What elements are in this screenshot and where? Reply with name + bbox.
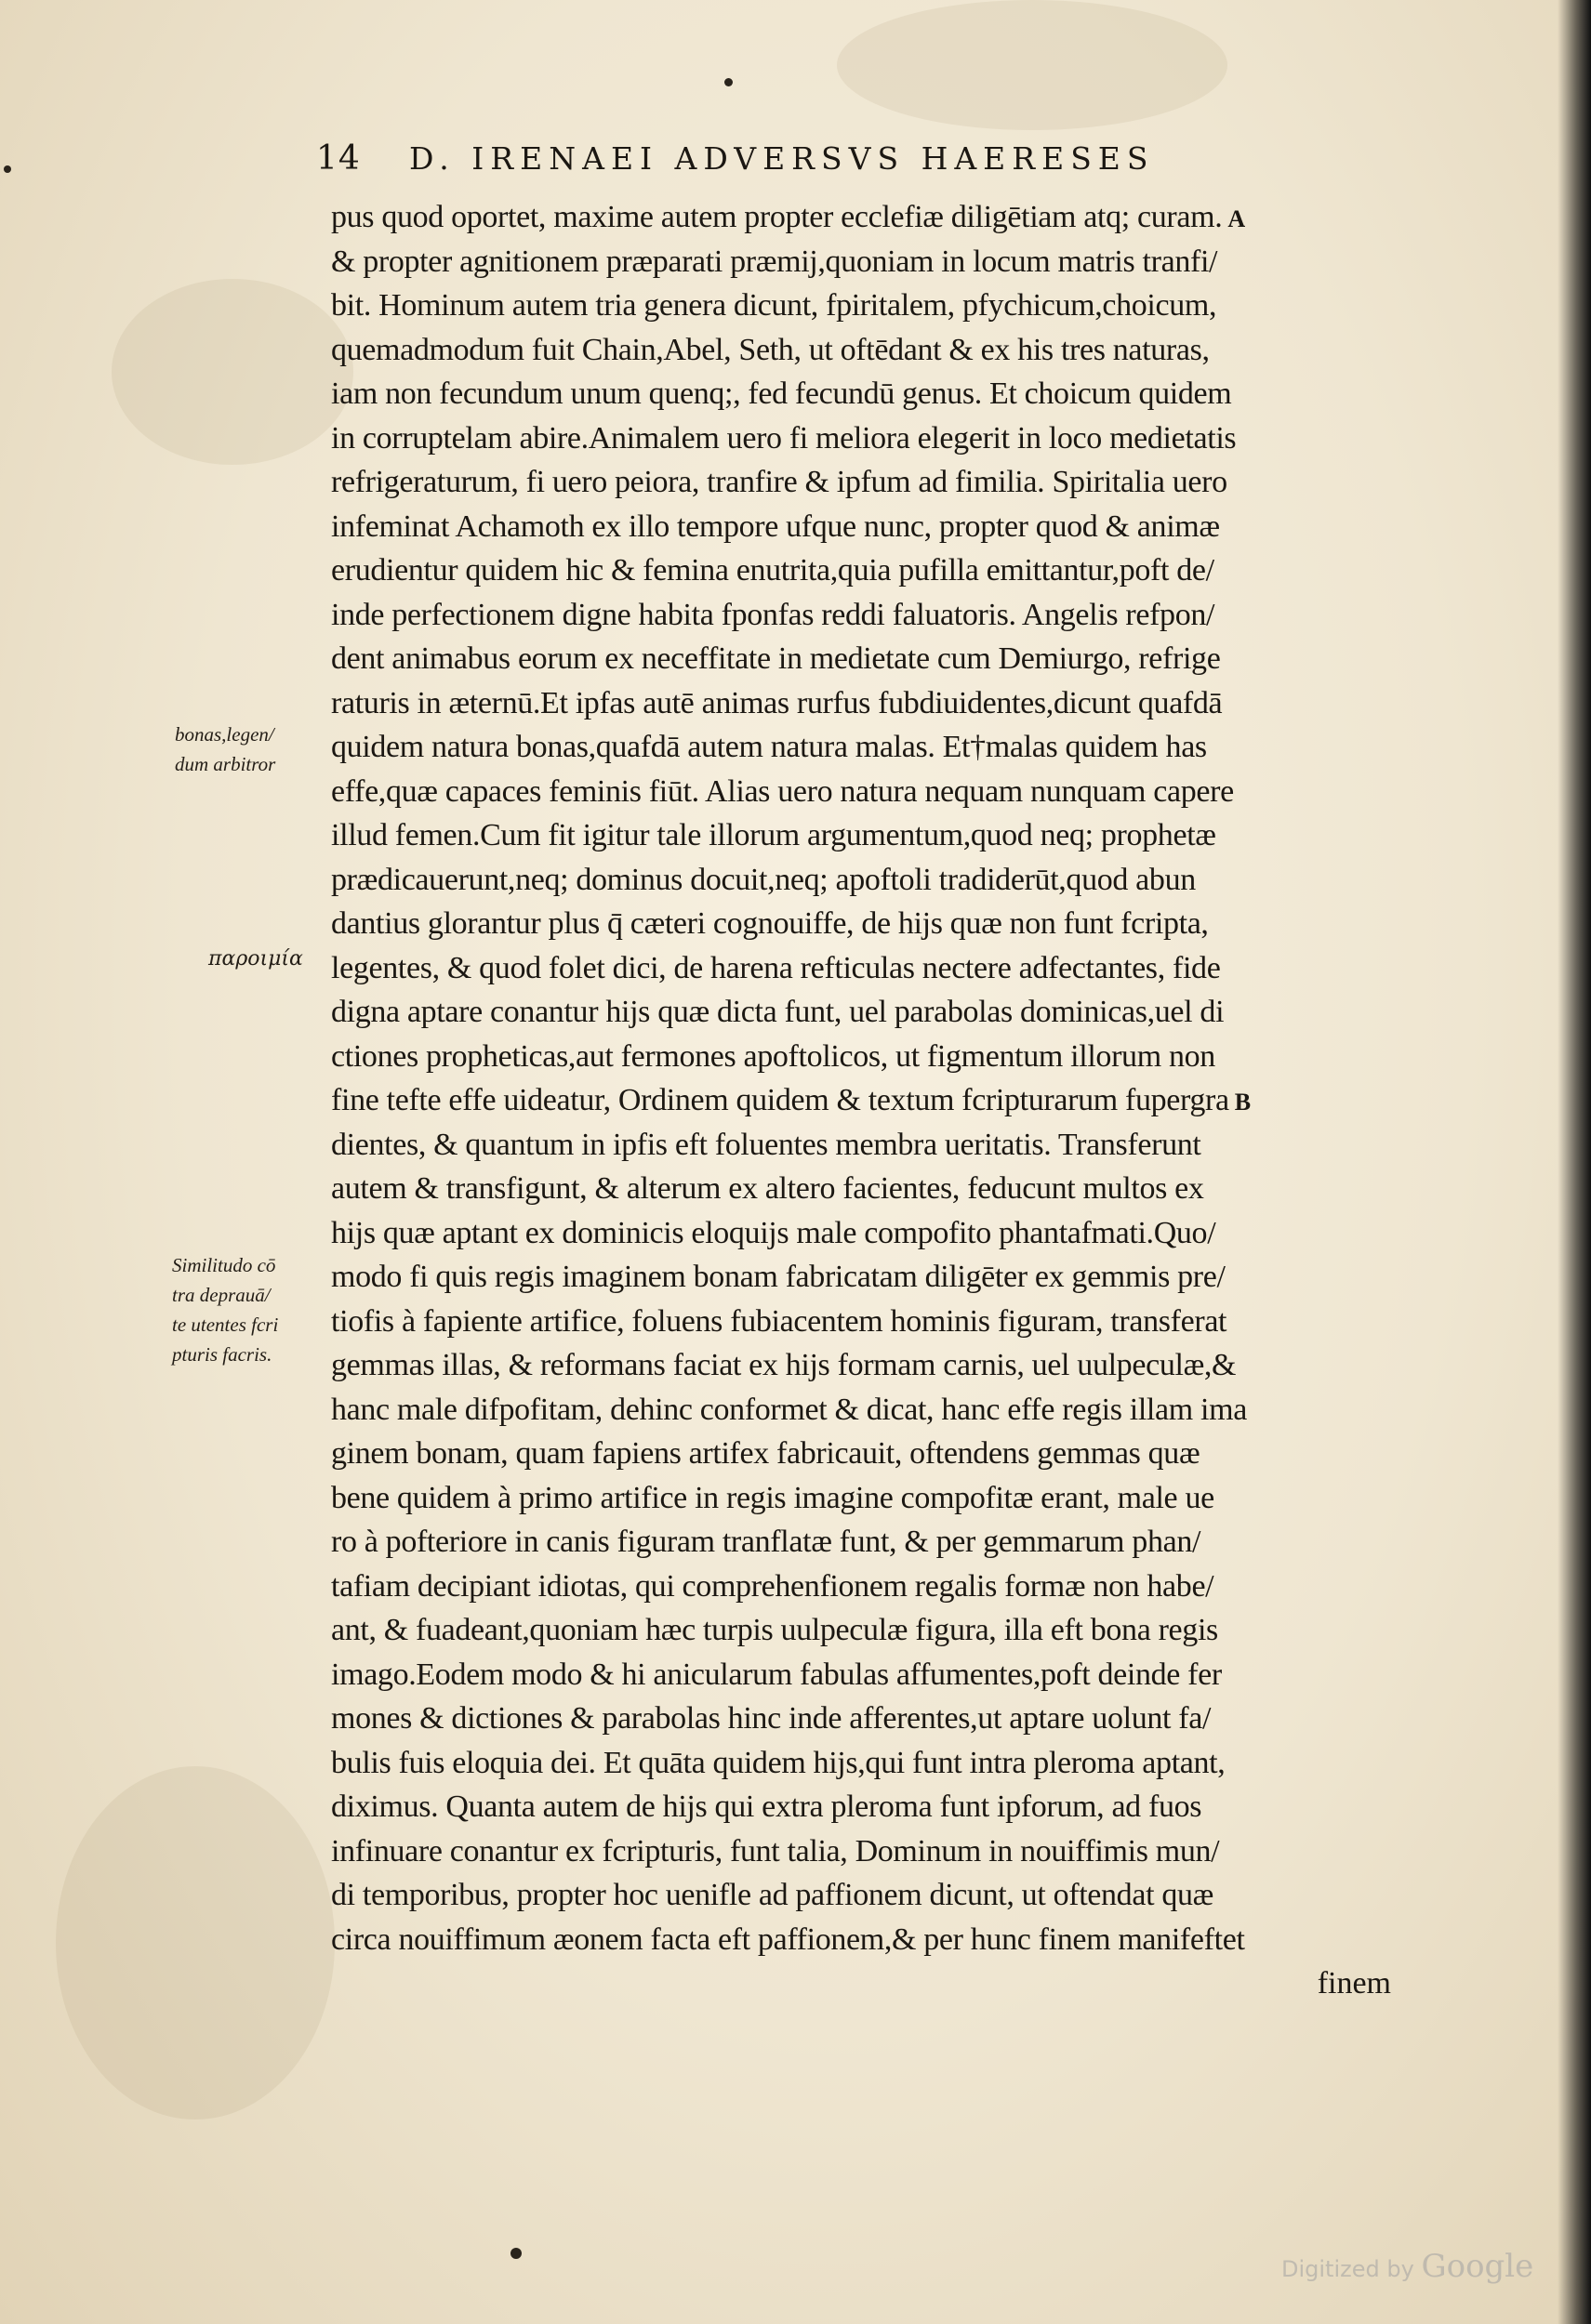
text-line	[331, 1565, 1410, 1609]
text-line	[331, 195, 1410, 240]
text-line-content: digna aptare conantur hijs quæ dicta funt, uel parabolas dominicas,uel di	[331, 995, 1225, 1029]
catchword: finem	[1317, 1966, 1391, 2000]
text-line	[331, 1078, 1410, 1123]
text-line	[331, 1476, 1410, 1521]
text-line	[331, 1255, 1410, 1300]
text-line-content: quidem natura bonas,quafdā autem natura malas. Et†malas quidem has	[331, 730, 1207, 764]
text-line	[331, 284, 1410, 328]
text-line	[331, 505, 1410, 549]
text-line-content: infeminat Achamoth ex illo tempore ufque nunc, propter quod & animæ	[331, 508, 1220, 544]
text-line-content: autem & transfigunt, & alterum ex altero facientes, feducunt multos ex	[331, 1171, 1204, 1206]
text-line-content: & propter agnitionem præparati præmij,quoniam in locum matris tranfi/	[331, 244, 1218, 279]
text-line-content: imago.Eodem modo & hi anicularum fabulas affumentes,poft deinde fer	[331, 1657, 1222, 1692]
text-line	[331, 681, 1410, 726]
text-line	[331, 858, 1410, 903]
page-number: 14	[316, 139, 361, 178]
watermark-prefix: Digitized by	[1281, 2256, 1414, 2282]
text-line	[331, 1829, 1410, 1874]
text-line	[331, 946, 1410, 991]
running-header	[316, 139, 1283, 186]
text-line-content: ginem bonam, quam fapiens artifex fabricauit, oftendens gemmas quæ	[331, 1436, 1200, 1471]
text-line	[331, 637, 1410, 681]
text-line-content: dent animabus eorum ex neceffitate in medietate cum Demiurgo, refrige	[331, 641, 1221, 676]
text-line	[331, 990, 1410, 1035]
text-line-content: quemadmodum fuit Chain,Abel, Seth, ut oftēdant & ex his tres naturas,	[331, 332, 1210, 367]
paper-stain	[112, 279, 353, 465]
text-line-content: ro à pofteriore in canis figuram tranflatæ funt, & per gemmarum phan/	[331, 1525, 1201, 1559]
text-line-content: di temporibus, propter hoc uenifle ad paffionem dicunt, ut oftendat quæ	[331, 1878, 1213, 1912]
text-line-content: effe,quæ capaces feminis fiūt. Alias uero natura nequam nunquam capere	[331, 773, 1234, 809]
text-line-content: dientes, & quantum in ipfis eft foluentes membra ueritatis. Transferunt	[331, 1127, 1201, 1162]
text-line	[331, 1388, 1410, 1433]
text-line	[331, 1167, 1410, 1211]
section-marker-a: A	[1227, 205, 1245, 232]
main-text-block	[331, 195, 1410, 2006]
text-line-content: dantius glorantur plus q̄ cæteri cognouiffe, de hijs quæ non funt fcripta,	[331, 906, 1209, 941]
text-line	[331, 328, 1410, 373]
digitization-watermark	[1281, 2248, 1533, 2285]
text-line-content: erudientur quidem hic & femina enutrita,quia pufilla emittantur,poft de/	[331, 553, 1214, 588]
margin-note-line: pturis facris.	[172, 1343, 272, 1366]
text-line	[331, 902, 1410, 946]
running-head-title: D. IRENAEI ADVERSVS HAERESES	[409, 140, 1155, 177]
text-line-content: mones & dictiones & parabolas hinc inde afferentes,ut aptare uolunt fa/	[331, 1701, 1212, 1736]
text-line-content: pus quod oportet, maxime autem propter ecclefiæ diligētiam atq; curam.	[331, 200, 1223, 234]
text-line	[331, 1300, 1410, 1344]
margin-note-greek: παροιμία	[208, 947, 303, 971]
margin-note-line: tra deprauā/	[172, 1284, 271, 1306]
ink-speck	[4, 165, 11, 173]
watermark-brand: Google	[1421, 2248, 1534, 2285]
text-line-content: ctiones propheticas,aut fermones apoftolicos, ut figmentum illorum non	[331, 1038, 1215, 1074]
text-line-content: illud femen.Cum fit igitur tale illorum argumentum,quod neq; prophetæ	[331, 818, 1216, 852]
text-line-content: bene quidem à primo artifice in regis imagine compofitæ erant, male ue	[331, 1480, 1214, 1515]
ink-speck	[724, 78, 733, 86]
text-line	[331, 372, 1410, 416]
paper-stain	[56, 1766, 335, 2119]
text-line-content: circa nouiffimum æonem facta eft paffionem,& per hunc finem manifeftet	[331, 1921, 1245, 1957]
text-line	[331, 1432, 1410, 1476]
text-line	[331, 1035, 1410, 1079]
text-line	[331, 1918, 1410, 1962]
margin-note-line: te utentes fcri	[172, 1314, 279, 1336]
margin-note-line: Similitudo cō	[172, 1254, 276, 1276]
text-line	[331, 725, 1410, 770]
paper-stain	[837, 0, 1227, 130]
text-line	[331, 1608, 1410, 1653]
text-line-content: bit. Hominum autem tria genera dicunt, fpiritalem, pfychicum,choicum,	[331, 288, 1217, 323]
text-line-content: hanc male difpofitam, dehinc conformet & dicat, hanc effe regis illam ima	[331, 1392, 1247, 1427]
text-line-content: bulis fuis eloquia dei. Et quāta quidem hijs,qui funt intra pleroma aptant,	[331, 1745, 1226, 1780]
text-line-content: raturis in æternū.Et ipfas autē animas rurfus fubdiuidentes,dicunt quafdā	[331, 685, 1223, 720]
text-line	[331, 813, 1410, 858]
text-line-content: infinuare conantur ex fcripturis, funt talia, Dominum in nouiffimis mun/	[331, 1833, 1220, 1868]
text-line-content: legentes, & quod folet dici, de harena refticulas nectere adfectantes, fide	[331, 950, 1221, 985]
text-line	[331, 770, 1410, 814]
text-line	[331, 240, 1410, 284]
text-line	[331, 1697, 1410, 1741]
text-line	[331, 1211, 1410, 1256]
text-line-content: tiofis à fapiente artifice, foluens fubiacentem hominis figuram, transferat	[331, 1303, 1227, 1339]
text-line	[331, 1343, 1410, 1388]
text-line-content: gemmas illas, & reformans faciat ex hijs formam carnis, uel uulpeculæ,&	[331, 1348, 1237, 1382]
text-line	[331, 1785, 1410, 1829]
text-line-content: iam non fecundum unum quenq;, fed fecundū genus. Et choicum quidem	[331, 376, 1232, 411]
text-line	[331, 593, 1410, 638]
text-line	[331, 1741, 1410, 1786]
margin-note-line: dum arbitror	[175, 753, 276, 775]
text-line-content: prædicauerunt,neq; dominus docuit,neq; apoftoli tradiderūt,quod abun	[331, 862, 1196, 897]
book-gutter-shadow	[1558, 0, 1591, 2324]
text-line	[331, 1653, 1410, 1697]
text-line-content: modo fi quis regis imaginem bonam fabricatam diligēter ex gemmis pre/	[331, 1260, 1226, 1294]
text-line	[331, 548, 1410, 593]
text-line-content: hijs quæ aptant ex dominicis eloquijs male compofito phantafmati.Quo/	[331, 1215, 1216, 1250]
ink-speck	[510, 2248, 522, 2259]
text-line	[331, 1520, 1410, 1565]
text-line-content: tafiam decipiant idiotas, qui comprehenfionem regalis formæ non habe/	[331, 1568, 1214, 1604]
text-line	[331, 1873, 1410, 1918]
text-line	[331, 416, 1410, 461]
section-marker-b: B	[1234, 1089, 1251, 1116]
text-line-content: in corruptelam abire.Animalem uero fi meliora elegerit in loco medietatis	[331, 420, 1237, 456]
margin-note-line: bonas,legen/	[175, 723, 274, 746]
text-line-content: diximus. Quanta autem de hijs qui extra pleroma funt ipforum, ad fuos	[331, 1789, 1202, 1824]
text-line-content: refrigeraturum, fi uero peiora, tranfire & ipfum ad fimilia. Spiritalia uero	[331, 465, 1227, 499]
text-line-content: ant, & fuadeant,quoniam hæc turpis uulpeculæ figura, illa eft bona regis	[331, 1613, 1218, 1647]
text-line-content: inde perfectionem digne habita fponfas reddi faluatoris. Angelis refpon/	[331, 597, 1215, 632]
text-line	[331, 1123, 1410, 1168]
text-line	[331, 460, 1410, 505]
text-line-content: fine tefte effe uideatur, Ordinem quidem & textum fcripturarum fupergra	[331, 1083, 1229, 1117]
margin-note-bonas	[175, 720, 275, 779]
margin-note-similitudo	[172, 1250, 278, 1369]
